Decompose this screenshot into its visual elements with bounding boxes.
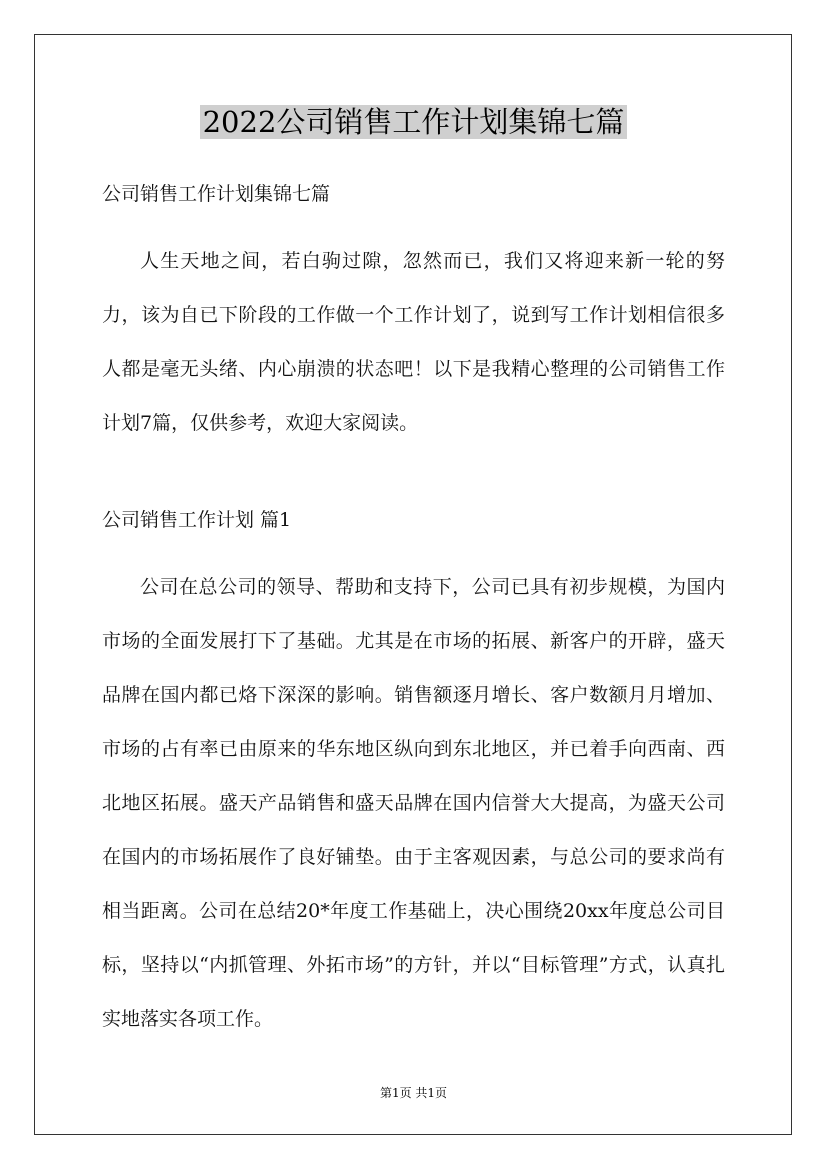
section-heading: 公司销售工作计划 篇1 [102,509,292,531]
document-subtitle: 公司销售工作计划集锦七篇 [102,183,331,205]
page-number-footer: 第1页 共1页 [379,1086,448,1100]
section-body-paragraph: 公司在总公司的领导、帮助和支持下，公司已具有初步规模，为国内市场的全面发展打下了基础。尤其是在市场的拓展、新客户的开辟，盛天品牌在国内都已烙下深深的影响。销售额逐月增长、客户数额月月增加、市场的占有率已由原来的华东地区纵向到东北地区，并已着手向西南、西北地区拓展。盛天产品销售和盛天品牌在国内信誉大大提高，为盛天公司在国内的市场拓展作了良好铺垫。由于主客观因素，与总公司的要求尚有相当距离。公司在总结20*年度工作基础上，决心围绕20xx年度总公司目标，坚持以“内抓管理、外拓市场”的方针，并以“目标管理”方式，认真扎实地落实各项工作。 [102,576,725,1030]
intro-paragraph: 人生天地之间，若白驹过隙，忽然而已，我们又将迎来新一轮的努力，该为自已下阶段的工作做一个工作计划了，说到写工作计划相信很多人都是毫无头绪、内心崩溃的状态吧！以下是我精心整理的公司销售工作计划7篇，仅供参考，欢迎大家阅读。 [102,250,725,434]
document-title-text: 2022公司销售工作计划集锦七篇 [200,105,628,139]
document-title [0,100,827,144]
